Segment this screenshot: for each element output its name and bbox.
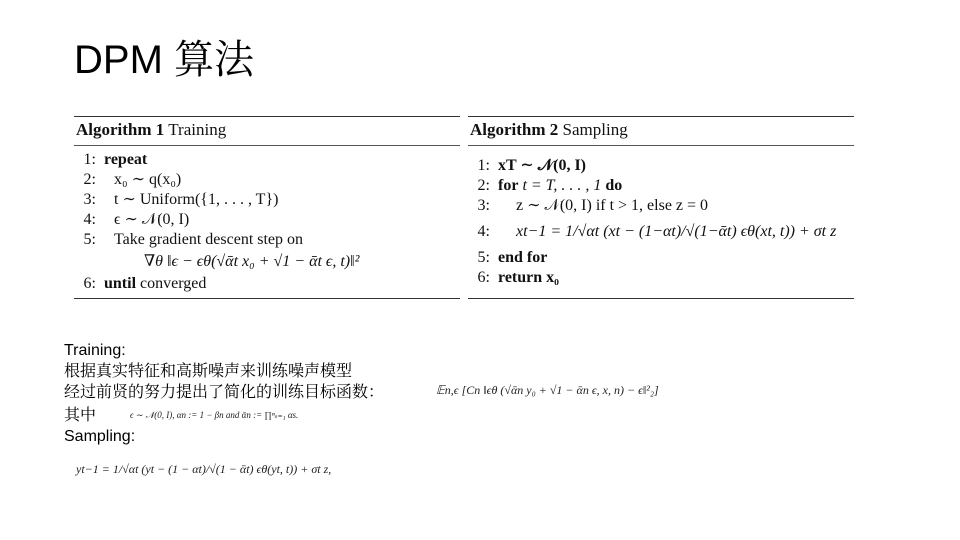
algorithm-1-line-5: [74, 230, 303, 250]
algorithm-2-box: [468, 116, 854, 300]
line-number: 3:: [477, 197, 490, 214]
algorithm-1-name: Training: [168, 120, 227, 139]
keyword: until: [104, 275, 137, 292]
where-label: 其中: [64, 407, 97, 424]
algorithm-1-line-3: [74, 190, 278, 210]
keyword: for: [498, 177, 519, 194]
line-text: ϵ ∼ 𝒩(0, I): [114, 211, 190, 228]
objective-description: 经过前贤的努力提出了简化的训练目标函数：: [64, 384, 385, 401]
definitions-formula: ϵ ∼ 𝒩(0, I), αn := 1 − βn and ᾱn := ∏ⁿₛ₌₁ αs.: [130, 410, 299, 420]
line-number: 3:: [83, 191, 96, 208]
line-number: 5:: [477, 249, 490, 266]
line-number: 4:: [477, 223, 490, 240]
keyword: repeat: [104, 151, 148, 168]
objective-formula: 𝔼n,ϵ [Cn ‖ϵθ (√ᾱn y₀ + √1 − ᾱn ϵ, x, n) − ϵ‖²₂]: [436, 383, 659, 397]
algorithm-1-line-4: [74, 210, 189, 230]
sampling-formula: yt−1 = 1/√αt (yt − (1 − αt)/√(1 − ᾱt) ϵθ(yt, t)) + σt z,: [76, 462, 332, 476]
algorithm-1-line-1: [74, 150, 147, 170]
line-number: 6:: [477, 269, 490, 286]
algorithm-2-line-5: [468, 248, 547, 268]
algorithm-2-name: Sampling: [562, 120, 628, 139]
line-number: 6:: [83, 275, 96, 292]
line-text: x₀: [546, 269, 559, 286]
line-text: t ∼ Uniform({1, . . . , T}): [114, 191, 279, 208]
line-number: 4:: [83, 211, 96, 228]
line-text: Take gradient descent step on: [114, 231, 304, 248]
line-text: z ∼ 𝒩(0, I) if t > 1, else z = 0: [516, 197, 709, 214]
keyword: end for: [498, 249, 548, 266]
keyword: do: [605, 177, 623, 194]
algorithm-2-bottom-rule: [468, 298, 854, 299]
algorithm-1-header: [76, 120, 226, 140]
algorithm-1-line-2: [74, 170, 181, 190]
algorithm-1-label: Algorithm 1: [76, 120, 165, 139]
training-description: 根据真实特征和高斯噪声来训练噪声模型: [64, 363, 353, 380]
algorithm-2-line-2: [468, 176, 622, 196]
algorithm-2-label: Algorithm 2: [470, 120, 559, 139]
line-text: xT ∼ 𝒩(0, I): [498, 157, 586, 174]
line-number: 1:: [83, 151, 96, 168]
line-number: 5:: [83, 231, 96, 248]
line-text: xt−1 = 1/√αt (xt − (1−αt)/√(1−ᾱt) ϵθ(xt, t)) + σt z: [516, 223, 837, 240]
algorithm-2-line-1: [468, 156, 586, 176]
slide-title: DPM 算法: [74, 38, 254, 82]
sampling-label: Sampling:: [64, 428, 136, 445]
algorithm-1-mid-rule: [74, 145, 460, 146]
algorithm-1-top-rule: [74, 116, 460, 117]
training-label: Training:: [64, 342, 126, 359]
line-text: t = T, . . . , 1: [522, 177, 602, 194]
algorithm-2-top-rule: [468, 116, 854, 117]
algorithm-2-line-6: [468, 268, 559, 288]
line-text: x₀ ∼ q(x₀): [114, 171, 182, 188]
line-number: 2:: [83, 171, 96, 188]
line-number: 2:: [477, 177, 490, 194]
algorithm-1-bottom-rule: [74, 298, 460, 299]
algorithm-1-box: [74, 116, 460, 300]
algorithm-1-line-6: [74, 274, 206, 294]
algorithm-2-header: [470, 120, 628, 140]
algorithm-2-mid-rule: [468, 145, 854, 146]
algorithm-1-gradient-formula: ∇θ ‖ϵ − ϵθ(√ᾱt x₀ + √1 − ᾱt ϵ, t)‖²: [144, 253, 360, 270]
algorithm-2-line-4: [468, 222, 836, 242]
line-number: 1:: [477, 157, 490, 174]
line-text: converged: [140, 275, 207, 292]
keyword: return: [498, 269, 543, 286]
algorithm-2-line-3: [468, 196, 708, 216]
